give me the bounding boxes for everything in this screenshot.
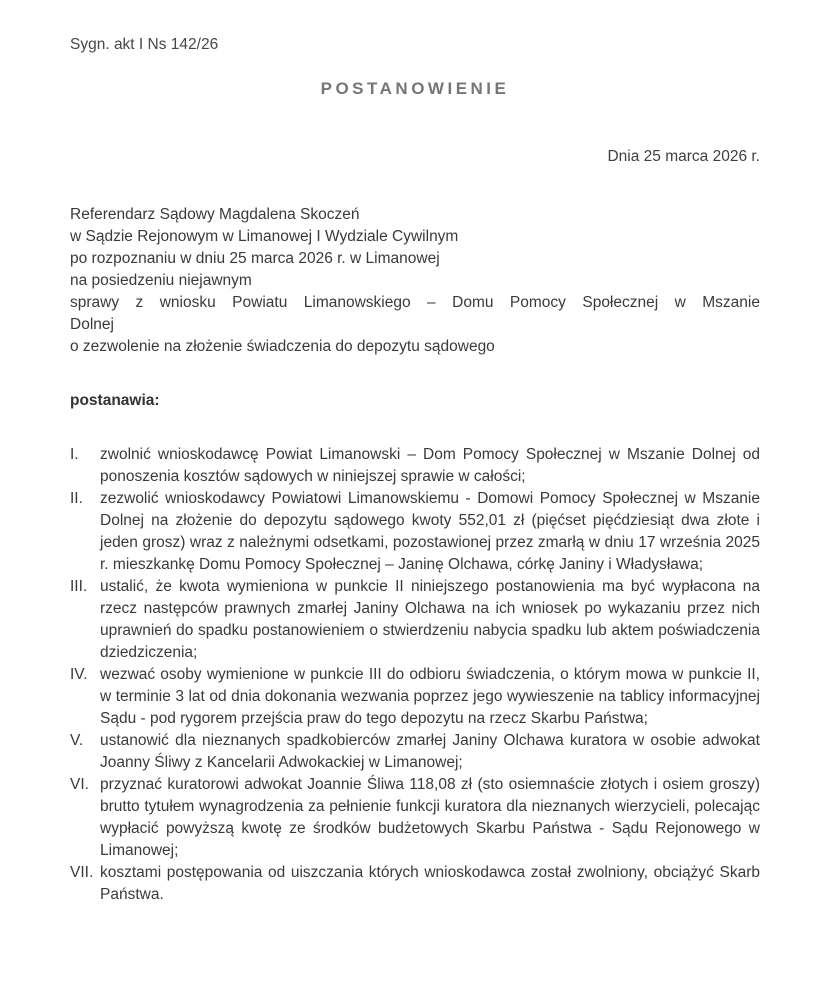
resolution-heading: postanawia: (70, 392, 160, 409)
decision-text: ustanowić dla nieznanych spadkobierców zmarłej Janiny Olchawa kuratora w osobie adwokat Joanny Śliwy z Kancelarii Adwokackiej w Limanowej; (100, 732, 760, 771)
intro-line: o zezwolenie na złożenie świadczenia do depozytu sądowego (70, 338, 495, 355)
decision-text: przyznać kuratorowi adwokat Joannie Śliwa 118,08 zł (sto osiemnaście złotych i osiem groszy) brutto tytułem wynagrodzenia za pełnienie funkcji kuratora dla nieznanych wierzycieli, polecając wypłacić powyższą kwotę ze środków budżetowych Skarbu Państwa - Sądu Rejonowego w Limanowej; (100, 776, 760, 859)
decision-marker: III. (70, 578, 88, 595)
decision-marker: IV. (70, 666, 88, 683)
intro-line: na posiedzeniu niejawnym (70, 272, 252, 289)
decision-marker: VI. (70, 776, 89, 793)
intro-line: sprawy z wniosku Powiatu Limanowskiego – Domu Pomocy Społecznej w Mszanie (70, 294, 760, 311)
decision-item (70, 444, 760, 488)
decision-item (70, 730, 760, 774)
decision-text: kosztami postępowania od uiszczania których wnioskodawca został zwolniony, obciążyć Skarb Państwa. (100, 864, 760, 903)
decision-item (70, 576, 760, 664)
date-line: Dnia 25 marca 2026 r. (607, 148, 760, 165)
decision-item (70, 774, 760, 862)
document-title: POSTANOWIENIE (320, 79, 510, 98)
intro-line: Dolnej (70, 316, 114, 333)
decision-text: ustalić, że kwota wymieniona w punkcie II niniejszego postanowienia ma być wypłacona na rzecz następców prawnych zmarłej Janiny Olchawa na ich wniosek po wykazaniu przez nich uprawnień do spadku postanowieniem o stwierdzeniu nabycia spadku lub aktem poświadczenia dziedziczenia; (100, 578, 760, 661)
case-number: Sygn. akt I Ns 142/26 (70, 36, 219, 53)
intro-line: po rozpoznaniu w dniu 25 marca 2026 r. w Limanowej (70, 250, 440, 267)
decision-marker: I. (70, 446, 79, 463)
intro-line: Referendarz Sądowy Magdalena Skoczeń (70, 206, 360, 223)
intro-block (70, 204, 760, 358)
decision-text: wezwać osoby wymienione w punkcie III do odbioru świadczenia, o którym mowa w punkcie II, w terminie 3 lat od dnia dokonania wezwania poprzez jego wywieszenie na tablicy informacyjnej Sądu - pod rygorem przejścia praw do tego depozytu na rzecz Skarbu Państwa; (100, 666, 760, 727)
decisions-list (70, 444, 760, 906)
decision-item (70, 488, 760, 576)
decision-item (70, 862, 760, 906)
decision-marker: VII. (70, 864, 94, 881)
decision-item (70, 664, 760, 730)
intro-line: w Sądzie Rejonowym w Limanowej I Wydziale Cywilnym (70, 228, 459, 245)
decision-text: zezwolić wnioskodawcy Powiatowi Limanowskiemu - Domowi Pomocy Społecznej w Mszanie Dolnej na złożenie do depozytu sądowego kwoty 552,01 zł (pięćset pięćdziesiąt dwa złote i jeden grosz) wraz z należnymi odsetkami, pozostawionej przez zmarłą w dniu 17 września 2025 r. mieszkankę Domu Pomocy Społecznej – Janinę Olchawa, córkę Janiny i Władysława; (100, 490, 760, 573)
decision-marker: II. (70, 490, 83, 507)
decision-text: zwolnić wnioskodawcę Powiat Limanowski – Dom Pomocy Społecznej w Mszanie Dolnej od ponoszenia kosztów sądowych w niniejszej sprawie w całości; (100, 446, 760, 485)
decision-marker: V. (70, 732, 84, 749)
